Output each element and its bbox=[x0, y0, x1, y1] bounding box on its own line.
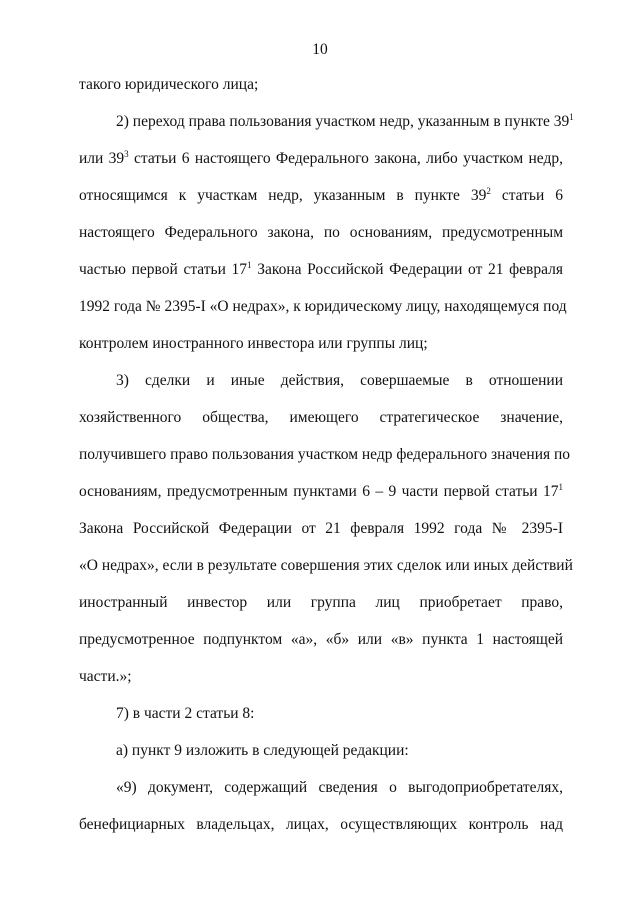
text-line: хозяйственного общества, имеющего стратегическое значение, bbox=[79, 409, 563, 426]
text-line: а) пункт 9 изложить в следующей редакции: bbox=[116, 742, 409, 759]
text-line: или $39^3$ статьи 6 настоящего Федерального закона, либо участком недр, bbox=[79, 149, 563, 167]
text-line: 1992 года № 2395-I «О недрах», к юридическому лицу, находящемуся под bbox=[79, 298, 567, 315]
text-line: 7) в части 2 статьи 8: bbox=[116, 705, 255, 722]
text-line: основаниям, предусмотренным пунктами 6 – 9 части первой статьи $17^1$ bbox=[79, 482, 563, 500]
text-line: предусмотренное подпунктом «а», «б» или «в» пункта 1 настоящей bbox=[79, 631, 563, 648]
text-line: 2) переход права пользования участком недр, указанным в пункте $39^1$ bbox=[116, 112, 574, 130]
text-line: относящимся к участкам недр, указанным в пункте $39^2$ статьи 6 bbox=[79, 186, 563, 204]
text-line: «9) документ, содержащий сведения о выгодоприобретателях, bbox=[116, 779, 563, 796]
text-line: такого юридического лица; bbox=[79, 76, 259, 93]
text-line: контролем иностранного инвестора или группы лиц; bbox=[79, 335, 428, 352]
page-number: 10 bbox=[312, 41, 328, 58]
text-line: настоящего Федерального закона, по основаниям, предусмотренным bbox=[79, 224, 563, 241]
text-line: 3) сделки и иные действия, совершаемые в отношении bbox=[116, 372, 563, 389]
text-line: «О недрах», если в результате совершения этих сделок или иных действий bbox=[79, 557, 573, 574]
text-line: части.»; bbox=[79, 668, 132, 685]
text-line: частью первой статьи $17^1$ Закона Российской Федерации от 21 февраля bbox=[79, 260, 563, 278]
text-line: бенефициарных владельцах, лицах, осуществляющих контроль над bbox=[79, 816, 563, 833]
text-line: получившего право пользования участком недр федерального значения по bbox=[79, 446, 571, 463]
text-line: Закона Российской Федерации от 21 февраля 1992 года № 2395-I bbox=[79, 520, 563, 537]
text-line: иностранный инвестор или группа лиц приобретает право, bbox=[79, 594, 563, 611]
